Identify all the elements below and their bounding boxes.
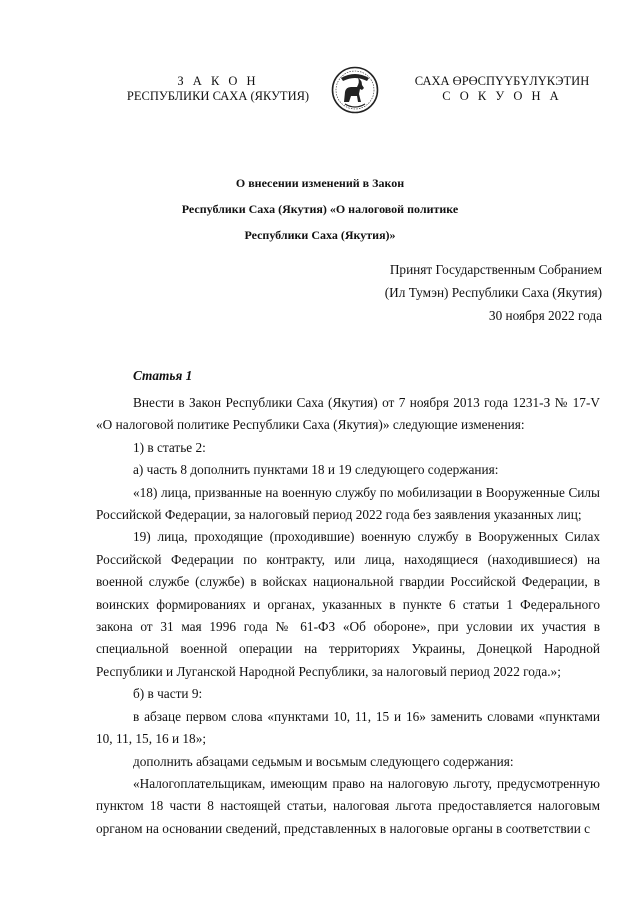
adopted-line-2: (Ил Тумэн) Республики Саха (Якутия) [384, 285, 602, 300]
header-right [402, 74, 602, 104]
adopted-line-1: Принят Государственным Собранием [389, 262, 602, 277]
paragraph: дополнить абзацами седьмым и восьмым следующего содержания: [133, 753, 514, 769]
header-right-line-1: САХА ӨРӨСПҮҮБҮЛҮКЭТИН [414, 74, 590, 88]
paragraph: «18) лица, призванные на военную службу по мобилизации в Вооруженные Силы Российской Федерации, за налоговый период 2022 года без заявления указанных лиц; [96, 484, 600, 523]
adoption-note [385, 258, 602, 327]
header-left [108, 74, 328, 104]
coat-of-arms-icon [331, 66, 379, 114]
article-heading: Статья 1 [133, 368, 193, 383]
document-title [100, 170, 540, 248]
paragraph: а) часть 8 дополнить пунктами 18 и 19 следующего содержания: [133, 462, 499, 478]
title-line-1: О внесении изменений в Закон [235, 176, 405, 190]
paragraph: 19) лица, проходящие (проходившие) военную службу в Вооруженных Силах Российской Федерации по контракту, или лица, находящиеся (находившиеся) на военной службе (службе) в войсках национальной гвардии Российской Федерации, в воинских формированиях и органах, указанных в пункте 6 статьи 1 Федерального закона от 31 мая 1996 года № 61-ФЗ «Об обороне», при условии их участия в специальной военной операции на территориях Украины, Донецкой Народной Республики и Луганской Народной Республики, за налоговый период 2022 года.»; [96, 529, 600, 679]
title-line-3: Республики Саха (Якутия)» [244, 228, 396, 242]
title-line-2: Республики Саха (Якутия) «О налоговой политике [181, 202, 459, 216]
header-left-line-2: РЕСПУБЛИКИ САХА (ЯКУТИЯ) [126, 89, 310, 103]
adopted-date: 30 ноября 2022 года [488, 308, 602, 323]
paragraph: б) в части 9: [133, 686, 203, 702]
paragraph: «Налогоплательщикам, имеющим право на налоговую льготу, предусмотренную пунктом 18 части 8 настоящей статьи, налоговая льгота предоставляется налоговым органом на основании сведений, представленных в налоговые органы в соответствии с [96, 775, 600, 836]
header-left-line-1: З А К О Н [177, 74, 259, 88]
header-right-line-2: С О К У О Н А [442, 89, 562, 103]
paragraph: Внести в Закон Республики Саха (Якутия) от 7 ноября 2013 года 1231-З № 17-V «О налоговой политике Республики Саха (Якутия)» следующие изменения: [96, 395, 600, 433]
paragraph: в абзаце первом слова «пунктами 10, 11, 15 и 16» заменить словами «пунктами 10, 11, 15, 16 и 18»; [96, 708, 600, 747]
article-body [96, 392, 600, 840]
paragraph: 1) в статье 2: [133, 439, 206, 455]
